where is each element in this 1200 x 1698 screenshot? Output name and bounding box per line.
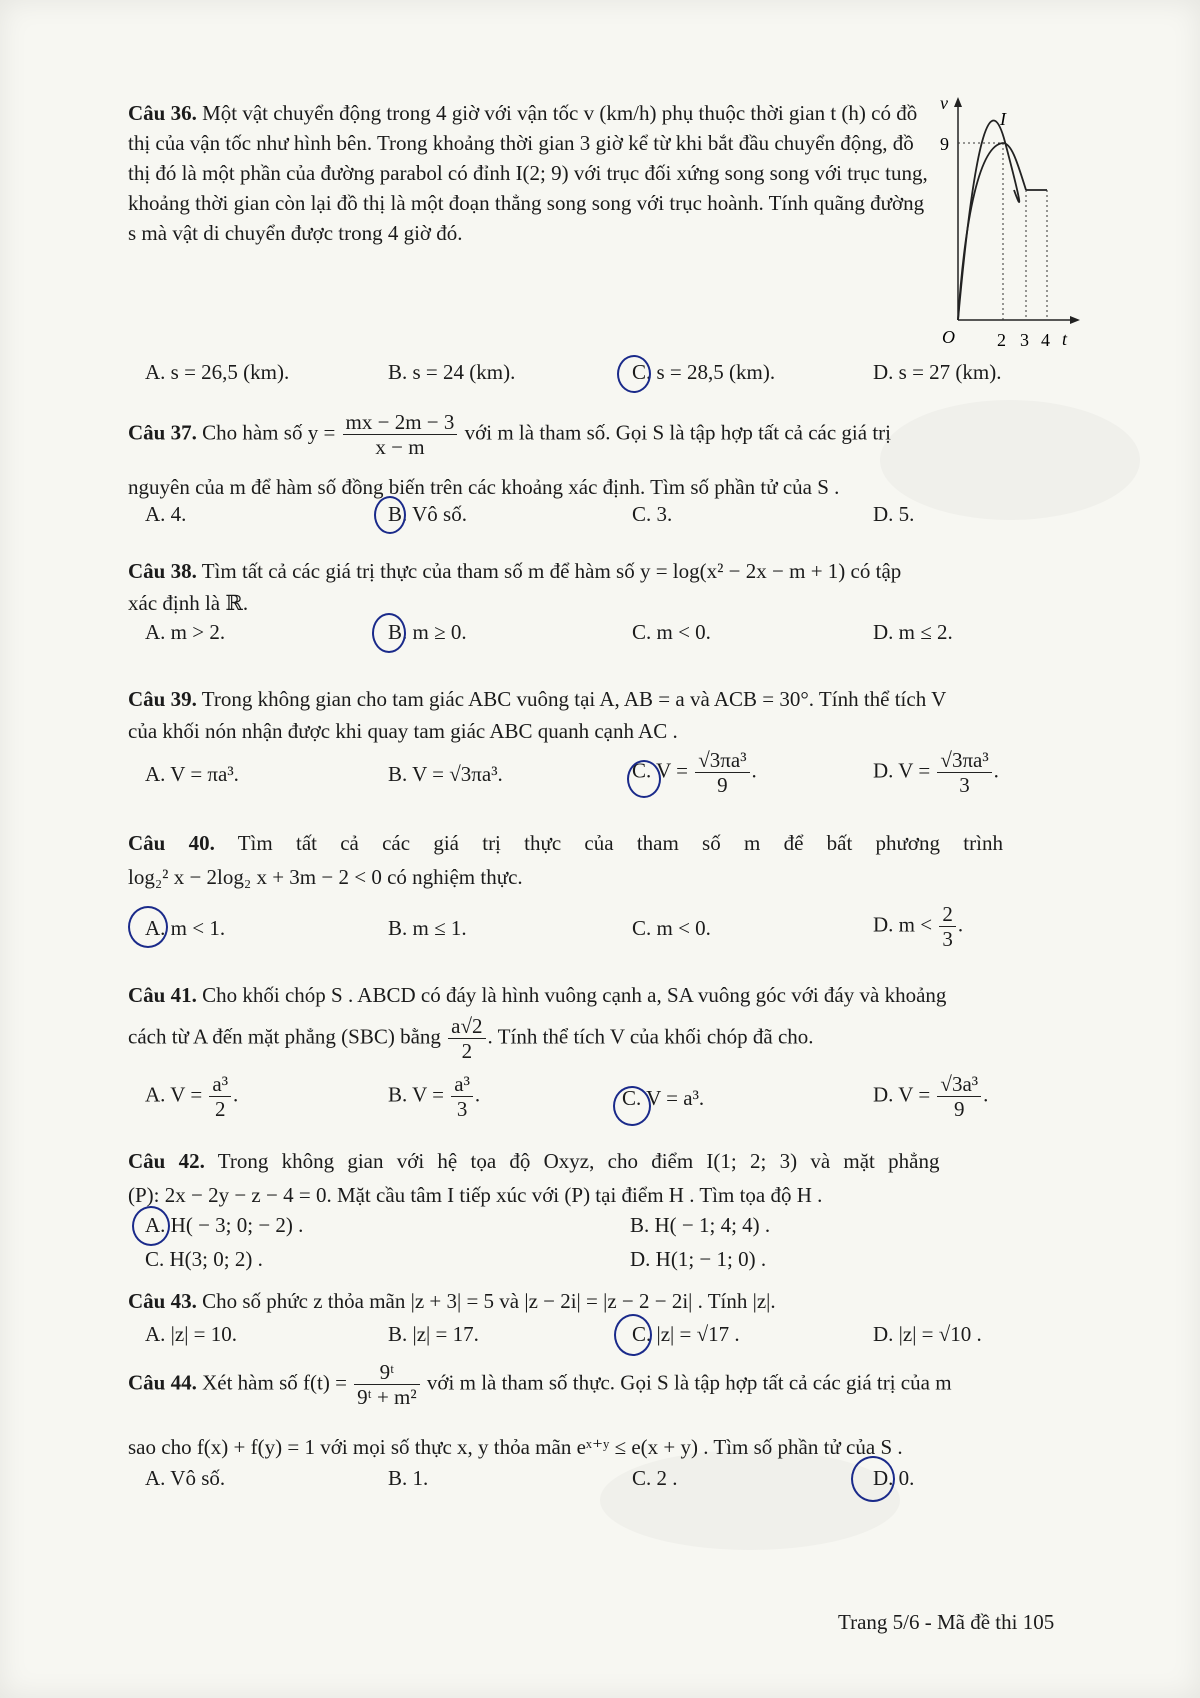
option-b[interactable]: B. Vô số. <box>388 502 467 526</box>
question-number: Câu 41. <box>128 983 197 1007</box>
option-c[interactable]: C. H(3; 0; 2) . <box>145 1247 263 1271</box>
question-number: Câu 38. <box>128 559 197 583</box>
question-number: Câu 40. <box>128 831 215 855</box>
option-d[interactable]: D. |z| = √10 . <box>873 1322 982 1346</box>
option-b[interactable]: B. m ≤ 1. <box>388 916 467 940</box>
option-a[interactable]: A. 4. <box>145 502 187 526</box>
question-text: Tìm tất cả các giá trị thực của tham số m để hàm số y = log(x² − 2x − m + 1) có tập <box>201 559 902 583</box>
question-text: Cho số phức z thỏa mãn |z + 3| = 5 và |z − 2i| = |z − 2 − 2i| . Tính |z|. <box>202 1289 776 1313</box>
option-d[interactable]: D. 5. <box>873 502 915 526</box>
question-40-line2: log₂² x − 2log₂ x + 3m − 2 < 0 có nghiệm thực. <box>128 865 523 889</box>
fraction-denominator: 3 <box>959 773 970 797</box>
option-b[interactable]: B. H( − 1; 4; 4) . <box>630 1213 771 1237</box>
question-number: Câu 42. <box>128 1149 205 1173</box>
question-text: Trong không gian cho tam giác ABC vuông tại A, AB = a và ACB = 30°. Tính thể tích V <box>201 687 947 711</box>
option-c[interactable]: C. 3. <box>632 502 673 526</box>
question-number: Câu 39. <box>128 687 197 711</box>
options-42 <box>145 1213 1085 1283</box>
answer-circle <box>614 1314 652 1356</box>
answer-circle <box>372 613 406 653</box>
question-42 <box>128 1146 1088 1176</box>
fraction-numerator: √3πa³ <box>937 748 991 773</box>
fraction-denominator: 2 <box>461 1039 473 1063</box>
option-label: B. V = <box>388 1082 445 1107</box>
answer-circle <box>613 1086 651 1126</box>
answer-circle <box>132 1206 170 1246</box>
question-36 <box>128 98 933 248</box>
question-text: với m là tham số thực. Gọi S là tập hợp tất cả các giá trị của m <box>426 1370 952 1395</box>
option-d[interactable]: D. 0. <box>873 1466 915 1490</box>
question-39 <box>128 684 1088 714</box>
option-a[interactable]: A. m < 1. <box>145 916 226 940</box>
velocity-graph <box>940 95 1080 350</box>
question-text: . Tính thể tích V của khối chóp đã cho. <box>487 1024 814 1049</box>
question-text: Cho khối chóp S . ABCD có đáy là hình vuông cạnh a, SA vuông góc với đáy và khoảng <box>202 983 947 1007</box>
fraction <box>209 1072 231 1121</box>
option-label: D. m < <box>873 912 933 937</box>
fraction-numerator: a³ <box>451 1072 473 1097</box>
option-a[interactable]: A. H( − 3; 0; − 2) . <box>145 1213 304 1237</box>
question-42-line2: (P): 2x − 2y − z − 4 = 0. Mặt cầu tâm I tiếp xúc với (P) tại điểm H . Tìm tọa độ H . <box>128 1183 823 1207</box>
option-c[interactable]: C. V = a³. <box>622 1086 705 1110</box>
v-axis-label: v <box>940 95 948 113</box>
question-number: Câu 43. <box>128 1289 197 1313</box>
fraction-denominator: 3 <box>942 927 953 951</box>
option-c[interactable]: C. m < 0. <box>632 916 711 940</box>
option-c[interactable]: C. |z| = √17 . <box>632 1322 740 1346</box>
option-a[interactable]: A. |z| = 10. <box>145 1322 237 1346</box>
answer-circle <box>617 355 651 393</box>
options-44 <box>145 1466 1085 1498</box>
fraction-numerator: √3πa³ <box>695 748 749 773</box>
parabola-curve <box>958 120 1019 320</box>
answer-circle <box>128 906 168 948</box>
question-43 <box>128 1286 1088 1316</box>
peak-label: I <box>1000 109 1006 129</box>
fraction <box>354 1360 420 1409</box>
option-b[interactable]: B. m ≥ 0. <box>388 620 467 644</box>
question-38 <box>128 556 1088 586</box>
question-text: Trong không gian với hệ tọa độ Oxyz, cho điểm I(1; 2; 3) và mặt phẳng <box>217 1149 940 1173</box>
fraction-numerator: a√2 <box>448 1014 485 1039</box>
question-40 <box>128 828 1088 858</box>
fraction-numerator: a³ <box>209 1072 231 1097</box>
fraction <box>937 1072 981 1121</box>
options-38 <box>145 620 1085 652</box>
fraction-denominator: 3 <box>456 1097 468 1121</box>
option-c[interactable]: C. V = $\frac{\text{√3πa³}}{9}$ . <box>632 748 757 797</box>
answer-circle <box>851 1456 895 1502</box>
question-37 <box>128 410 1088 460</box>
question-37-line2: nguyên của m để hàm số đồng biến trên các khoảng xác định. Tìm số phần tử của S . <box>128 475 840 499</box>
option-b[interactable]: B. |z| = 17. <box>388 1322 479 1346</box>
options-40 <box>145 898 1085 958</box>
option-c[interactable]: C. m < 0. <box>632 620 711 644</box>
option-d[interactable]: D. H(1; − 1; 0) . <box>630 1247 767 1271</box>
fraction-numerator: mx − 2m − 3 <box>343 410 458 435</box>
option-d[interactable]: D. s = 27 (km). <box>873 360 1002 384</box>
t-axis-label: t <box>1062 329 1068 349</box>
option-a[interactable]: A. m > 2. <box>145 620 226 644</box>
fraction-denominator: 2 <box>214 1097 226 1121</box>
question-text: cách từ A đến mặt phẳng (SBC) bằng <box>128 1024 441 1049</box>
answer-circle <box>374 496 406 534</box>
option-label: D. V = <box>873 1082 931 1107</box>
y-tick-label: 9 <box>940 134 949 154</box>
fraction <box>448 1014 485 1063</box>
question-44 <box>128 1360 1088 1416</box>
option-label: C. V = <box>632 758 689 783</box>
fraction-denominator: 9 <box>717 773 728 797</box>
option-c[interactable]: C. 2 . <box>632 1466 678 1490</box>
option-a[interactable]: A. Vô số. <box>145 1466 226 1490</box>
question-41 <box>128 980 1088 1010</box>
question-text: Tìm tất cả các giá trị thực của tham số m để bất phương trình <box>237 831 1003 855</box>
question-44-line2: sao cho f(x) + f(y) = 1 với mọi số thực x, y thỏa mãn eˣ⁺ʸ ≤ e(x + y) . Tìm số phần tử của S . <box>128 1435 903 1459</box>
fraction <box>939 902 956 951</box>
option-d[interactable]: D. m ≤ 2. <box>873 620 953 644</box>
option-d[interactable]: D. V = $\frac{\text{√3πa³}}{3}$ . <box>873 748 999 797</box>
option-c[interactable]: C. s = 28,5 (km). <box>632 360 776 384</box>
question-38-line2: xác định là ℝ. <box>128 591 249 615</box>
option-a[interactable]: A. s = 26,5 (km). <box>145 360 290 384</box>
options-37 <box>145 502 1085 534</box>
question-text: với m là tham số. Gọi S là tập hợp tất cả các giá trị <box>464 420 892 445</box>
question-number: Câu 37. <box>128 420 197 445</box>
fraction-denominator: x − m <box>375 435 425 459</box>
option-d[interactable]: D. m < $\frac{2}{3}$ . <box>873 902 964 951</box>
fraction-denominator: 9ᵗ + m² <box>357 1385 417 1409</box>
answer-circle <box>627 760 661 798</box>
fraction-denominator: 9 <box>954 1097 965 1121</box>
page-footer: Trang 5/6 - Mã đề thi 105 <box>838 1610 1055 1634</box>
x-tick-label: 3 <box>1020 330 1029 350</box>
fraction <box>343 410 458 459</box>
option-d[interactable]: D. V = $\frac{\text{√3a³}}{9}$ . <box>873 1072 989 1121</box>
question-number: Câu 36. <box>128 101 197 125</box>
options-36 <box>145 360 1085 392</box>
option-b[interactable]: B. V = $\frac{\text{a³}}{3}$ . <box>388 1072 481 1121</box>
option-label: D. V = <box>873 758 931 783</box>
origin-label: O <box>942 327 955 347</box>
fraction-numerator: 2 <box>939 902 956 927</box>
option-a[interactable]: A. V = πa³. <box>145 762 239 786</box>
option-b[interactable]: B. V = √3πa³. <box>388 762 503 786</box>
fraction-numerator: 9ᵗ <box>354 1360 420 1385</box>
question-39-line2: của khối nón nhận được khi quay tam giác ABC quanh cạnh AC . <box>128 719 678 743</box>
option-a[interactable]: A. V = $\frac{\text{a³}}{2}$ . <box>145 1072 239 1121</box>
x-tick-label: 4 <box>1041 330 1050 350</box>
question-number: Câu 44. <box>128 1370 197 1395</box>
question-text: Một vật chuyển động trong 4 giờ với vận tốc v (km/h) phụ thuộc thời gian t (h) có đồ thị của vận tốc như hình bên. Trong khoảng thời gian 3 giờ kể từ khi bắt đầu chuyển động, đồ thị đó là một phần của đường parabol có đỉnh I(2; 9) với trục đối xứng song song với trục tung, khoảng thời gian còn lại đồ thị là một đoạn thẳng song song với trục hoành. Tính quãng đường s mà vật di chuyển được trong 4 giờ đó. <box>128 101 928 245</box>
option-b[interactable]: B. 1. <box>388 1466 429 1490</box>
option-b[interactable]: B. s = 24 (km). <box>388 360 516 384</box>
x-tick-label: 2 <box>997 330 1006 350</box>
fraction-numerator: √3a³ <box>937 1072 981 1097</box>
question-text: Xét hàm số f(t) = <box>202 1370 347 1395</box>
fraction <box>695 748 749 797</box>
question-text: Cho hàm số y = <box>202 420 336 445</box>
fraction <box>451 1072 473 1121</box>
options-39 <box>145 748 1085 808</box>
question-41-line2 <box>128 1014 1088 1063</box>
option-label: A. V = <box>145 1082 203 1107</box>
fraction <box>937 748 991 797</box>
